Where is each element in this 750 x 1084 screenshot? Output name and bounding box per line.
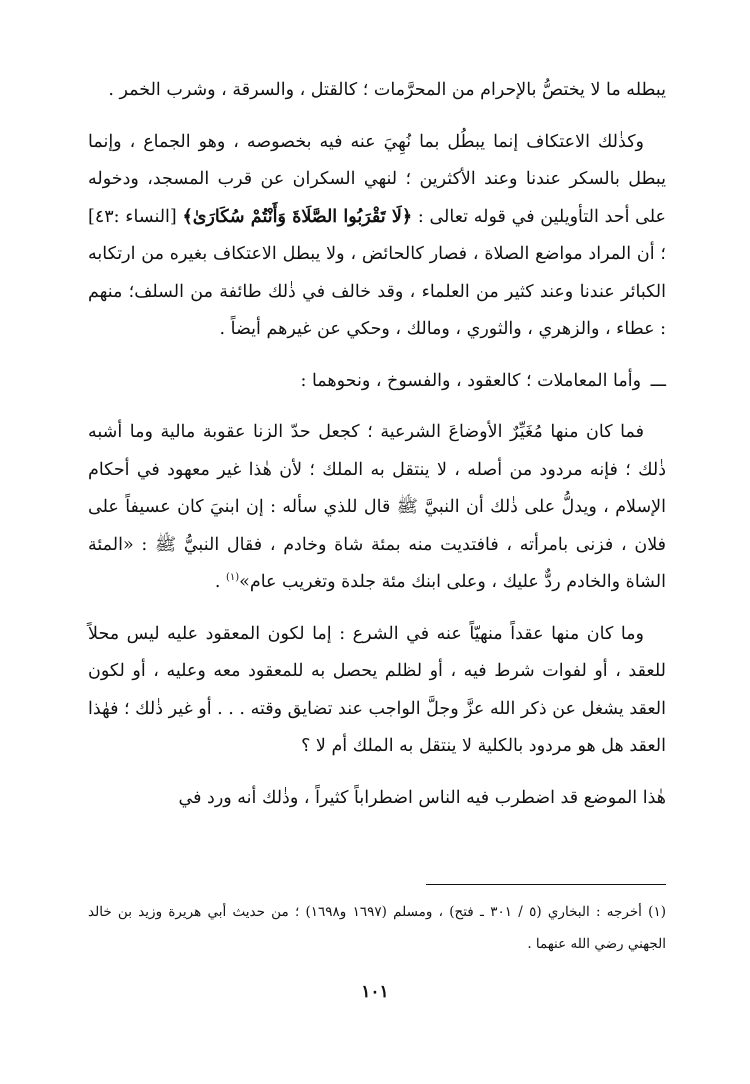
main-text xyxy=(88,72,666,817)
paragraph-5: وما كان منها عقداً منهيّاً عنه في الشرع : إما لكون المعقود عليه ليس محلاً للعقد ، أو لفوات شرط فيه ، أو لظلم يحصل به للمعقود معه وعليه ، أو لكون العقد يشغل عن ذكر الله عزَّ وجلَّ الواجب عند تضايق وقته . . . أو غير ذٰلك ؛ فهٰذا العقد هل هو مردود بالكلية لا ينتقل به الملك أم لا ؟ xyxy=(88,623,666,756)
quran-verse: ﴿لَا تَقْرَبُوا الصَّلَاةَ وَأَنْتُمْ سُكَارَىٰ﴾ xyxy=(182,206,413,227)
paragraph-1: يبطله ما لا يختصُّ بالإحرام من المحرَّمات ؛ كالقتل ، والسرقة ، وشرب الخمر . xyxy=(108,80,666,100)
paragraph-2-text-b: [النساء :٤٣] ؛ أن المراد مواضع الصلاة ، فصار كالحائض ، ولا يبطل الاعتكاف بغيره من ارتكابه الكبائر عندنا وعند كثير من العلماء ، وقد خالف في ذٰلك طائفة من السلف؛ منهم : عطاء ، والزهري ، والثوري ، ومالك ، وحكي عن غيرهم أيضاً . xyxy=(88,206,666,339)
paragraph-3-text: وأما المعاملات ؛ كالعقود ، والفسوخ ، ونحوهما : xyxy=(300,370,647,391)
section-dash: ـــ xyxy=(650,370,666,391)
page-number: ١٠١ xyxy=(361,982,389,1002)
footnote-1: (١) أخرجه : البخاري (٥ / ٣٠١ ـ فتح) ، ومسلم (١٦٩٧ و١٦٩٨) ؛ من حديث أبي هريرة وزيد بن خالد الجهني رضي الله عنهما . xyxy=(88,904,666,952)
paragraph-2 xyxy=(88,124,666,349)
footnotes xyxy=(88,896,666,960)
paragraph-4 xyxy=(88,414,666,602)
footnote-reference[interactable]: (١) xyxy=(225,572,240,584)
paragraph-6: هٰذا الموضع قد اضطرب فيه الناس اضطراباً كثيراً ، وذٰلك أنه ورد في xyxy=(178,787,666,808)
paragraph-4-text-a: فما كان منها مُغَيِّرٌ الأوضاعَ الشرعية ؛ كجعل حدّ الزنا عقوبة مالية وما أشبه ذٰلك ؛ فإنه مردود من أصله ، لا ينتقل به الملك ؛ لأن هٰذا غير معهود في أحكام الإسلام ، ويدلُّ على ذٰلك أن النبيَّ ﷺ قال للذي سأله : إن ابنيَ كان عسيفاً على فلان ، فزنى بامرأته ، فافتديت منه بمئة شاة وخادم ، فقال النبيُّ ﷺ : «المئة الشاة والخادم ردٌّ عليك ، وعلى ابنك مئة جلدة وتغريب عام» xyxy=(88,422,666,592)
paragraph-3 xyxy=(88,363,666,401)
paragraph-4-text-b: . xyxy=(214,572,226,592)
footnote-divider xyxy=(426,884,666,885)
paragraph-2-text-a: وكذٰلك الاعتكاف إنما يبطُل بما نُهِيَ عنه فيه بخصوصه ، وهو الجماع ، وإنما يبطل بالسكر عندنا وعند الأكثرين ؛ لنهي السكران عن قرب المسجد، ودخوله على أحد التأويلين في قوله تعالى : xyxy=(88,131,666,227)
